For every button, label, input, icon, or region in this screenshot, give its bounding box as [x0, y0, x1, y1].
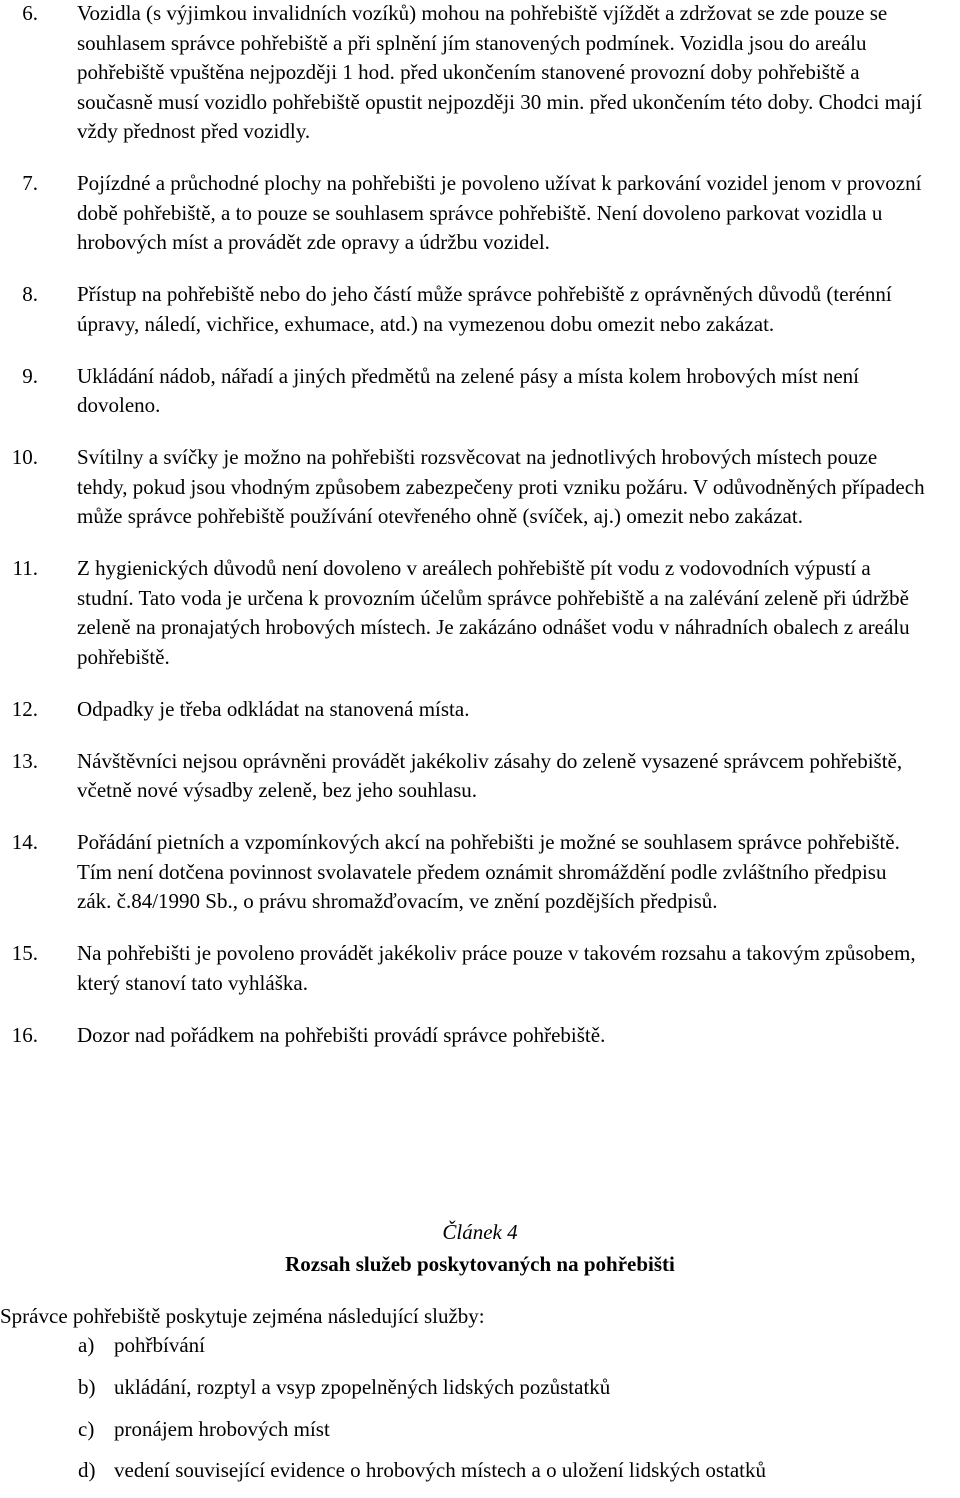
item-number: 9.	[22, 363, 38, 388]
list-item	[78, 1415, 766, 1445]
service-text: ukládání, rozptyl a vsyp zpopelněných lidských pozůstatků	[114, 1374, 611, 1399]
item-number: 13.	[11, 748, 38, 773]
list-item	[78, 1373, 766, 1403]
service-text: pohřbívání	[114, 1333, 205, 1357]
item-text: Z hygienických důvodů není dovoleno v areálech pohřebiště pít vodu z vodovodních výpustí a studní. Tato voda je určena k provozním účelům správce pohřebiště a na zalévání zeleně při údržbě zeleně na pronajatých hrobových místech. Je zakázáno odnášet vodu v náhradních obalech z areálu pohřebiště.	[77, 556, 910, 669]
list-item	[0, 1021, 960, 1051]
service-letter: b)	[78, 1374, 96, 1399]
item-text: Pojízdné a průchodné plochy na pohřebišti je povoleno užívat k parkování vozidel jenom v provozní době pohřebiště, a to pouze se souhlasem správce pohřebiště. Není dovoleno parkovat vozidla u hrobových míst a provádět zde opravy a údržbu vozidel.	[77, 171, 922, 254]
item-text: Na pohřebišti je povoleno provádět jakékoliv práce pouze v takovém rozsahu a takovým způsobem, který stanoví tato vyhláška.	[77, 941, 916, 995]
item-number: 12.	[11, 696, 38, 721]
item-number: 16.	[11, 1022, 38, 1047]
item-text: Dozor nad pořádkem na pohřebišti provádí správce pohřebiště.	[77, 1022, 606, 1047]
service-letter: c)	[78, 1416, 95, 1441]
service-letter: d)	[78, 1458, 96, 1483]
item-text: Pořádání pietních a vzpomínkových akcí na pohřebišti je možné se souhlasem správce pohřebiště. Tím není dotčena povinnost svolavatele předem oznámit shromáždění podle zvláštního předpisu zák. č.84/1990 Sb., o právu shromažďovacím, ve znění pozdějších předpisů.	[77, 830, 900, 913]
list-item	[0, 169, 960, 258]
item-text: Odpadky je třeba odkládat na stanovená místa.	[77, 696, 470, 721]
article-title: Článek 4	[442, 1220, 518, 1244]
list-item	[0, 939, 960, 998]
list-item	[0, 280, 960, 339]
service-letter: a)	[78, 1333, 95, 1357]
article-subtitle: Rozsah služeb poskytovaných na pohřebišti	[285, 1252, 675, 1276]
item-text: Ukládání nádob, nářadí a jiných předmětů na zelené pásy a místa kolem hrobových míst není dovoleno.	[77, 363, 860, 417]
list-item	[0, 362, 960, 421]
services-intro: Správce pohřebiště poskytuje zejména následující služby:	[0, 1304, 485, 1328]
list-item	[78, 1331, 766, 1361]
item-number: 15.	[11, 941, 38, 965]
list-item	[0, 695, 960, 725]
item-number: 14.	[11, 830, 38, 854]
list-item	[0, 0, 960, 147]
service-text: vedení související evidence o hrobových místech a o uložení lidských ostatků	[114, 1458, 767, 1483]
item-number: 7.	[22, 171, 38, 195]
list-item	[0, 554, 960, 672]
list-item	[0, 747, 960, 806]
item-number: 8.	[22, 282, 38, 306]
list-item	[78, 1456, 766, 1486]
item-text: Návštěvníci nejsou oprávněni provádět jakékoliv zásahy do zeleně vysazené správcem pohřebiště, včetně nové výsadby zeleně, bez jeho souhlasu.	[77, 748, 903, 802]
item-text: Vozidla (s výjimkou invalidních vozíků) mohou na pohřebiště vjíždět a zdržovat se zde pouze se souhlasem správce pohřebiště a při splnění jím stanovených podmínek. Vozidla jsou do areálu pohřebiště vpuštěna nejpozději 1 hod. před ukončením stanovené provozní doby pohřebiště a současně musí vozidlo pohřebiště opustit nejpozději 30 min. před ukončením této doby. Chodci mají vždy přednost před vozidly.	[77, 1, 922, 143]
service-text: pronájem hrobových míst	[114, 1416, 330, 1441]
item-text: Svítilny a svíčky je možno na pohřebišti rozsvěcovat na jednotlivých hrobových místech pouze tehdy, pokud jsou vhodným způsobem zabezpečeny proti vzniku požáru. V odůvodněných případech může správce pohřebiště používání otevřeného ohně (svíček, aj.) omezit nebo zakázat.	[77, 445, 925, 528]
list-item	[0, 443, 960, 532]
item-number: 10.	[11, 445, 38, 469]
item-number: 6.	[22, 1, 38, 25]
services-list	[78, 1331, 766, 1498]
list-item	[0, 828, 960, 917]
item-number: 11.	[12, 556, 38, 580]
item-text: Přístup na pohřebiště nebo do jeho částí může správce pohřebiště z oprávněných důvodů (terénní úpravy, náledí, vichřice, exhumace, atd.) na vymezenou dobu omezit nebo zakázat.	[77, 282, 892, 336]
